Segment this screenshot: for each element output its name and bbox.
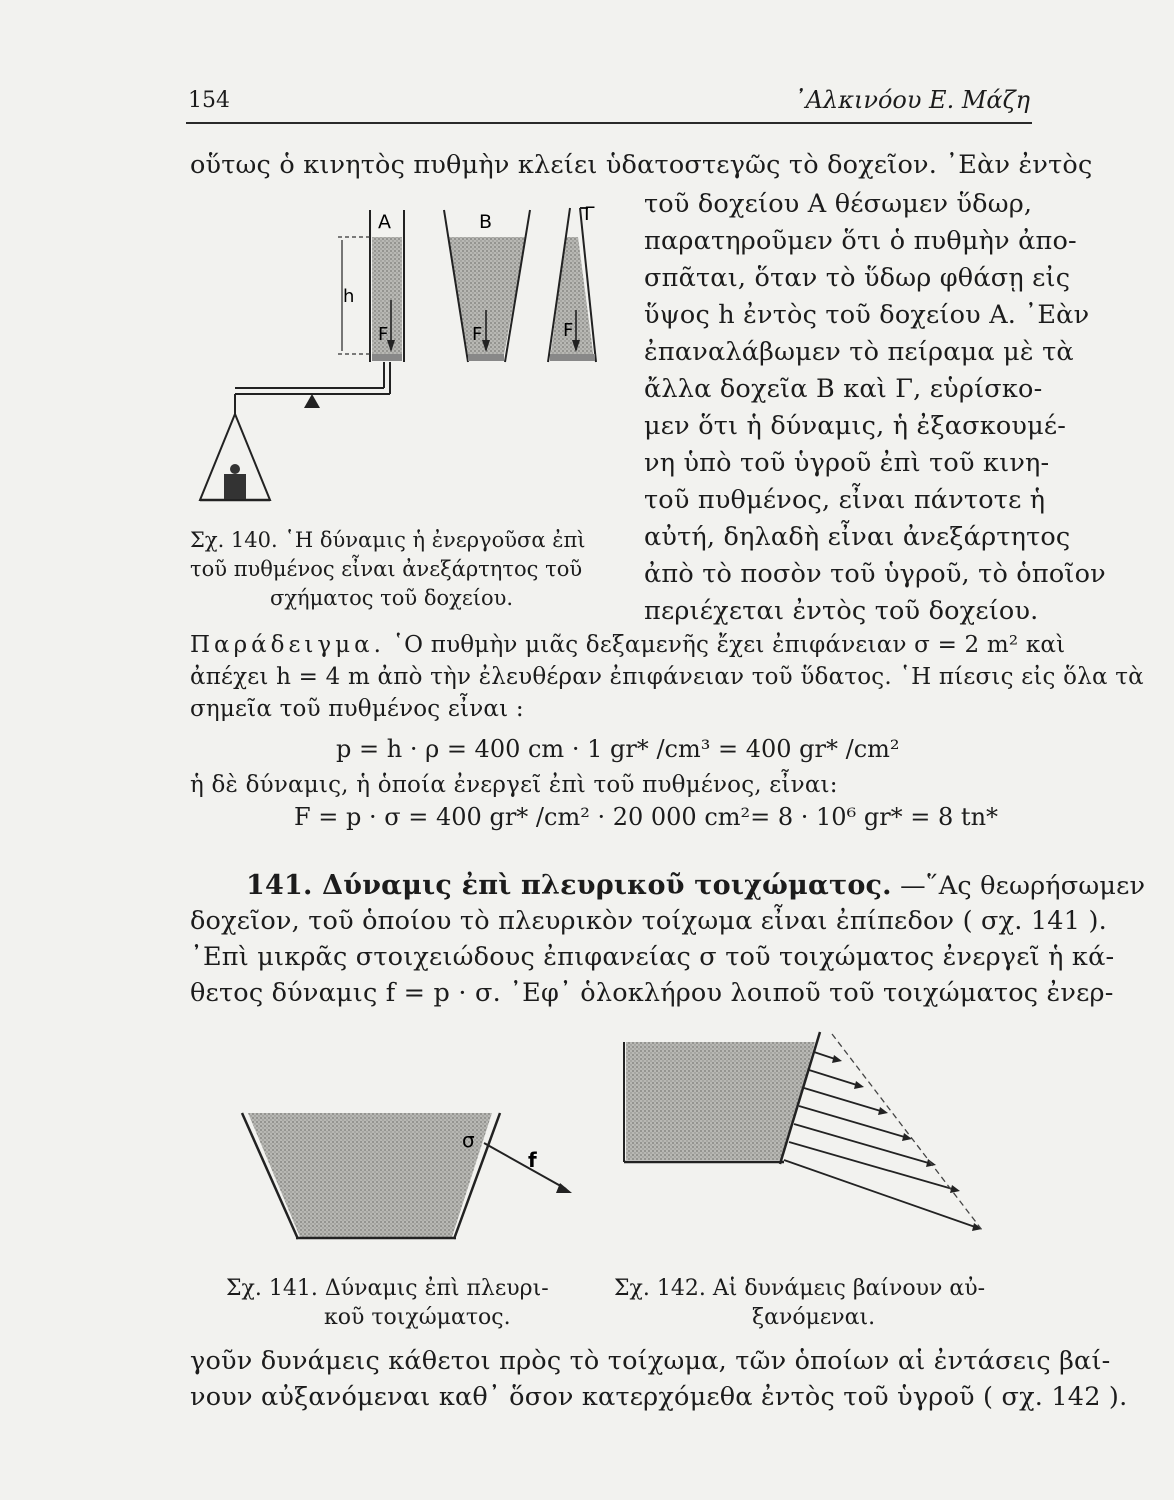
right-col-line: τοῦ πυθμένος, εἶναι πάντοτε ἡ	[644, 485, 1046, 515]
running-head: ᾿Αλκινόου Ε. Μάζη	[793, 86, 1030, 114]
vessel-g-label: Γ	[584, 203, 595, 225]
right-col-line: παρατηροῦμεν ὅτι ὁ πυθμὴν ἀπο-	[644, 226, 1077, 256]
right-col-line: αὐτή, δηλαδὴ εἶναι ἀνεξάρτητος	[644, 522, 1071, 552]
vessel-a-label: Α	[378, 211, 391, 233]
fig142-caption-line: ξανόμεναι.	[752, 1305, 876, 1330]
equation-force: F = p · σ = 400 gr* /cm² · 20 000 cm²= 8 · 10⁶ gr* = 8 tn*	[294, 803, 999, 831]
example-line-3: σημεῖα τοῦ πυθμένος εἶναι :	[190, 696, 524, 722]
section-141-line: θετος δύναμις f = p · σ. ᾿Εφ᾿ ὁλοκλήρου λοιποῦ τοῦ τοιχώματος ἐνερ-	[190, 978, 1114, 1008]
right-col-line: ἀπὸ τὸ ποσὸν τοῦ ὑγροῦ, τὸ ὁποῖον	[644, 559, 1106, 589]
closing-line: νουν αὐξανόμεναι καθ᾿ ὅσον κατερχόμεθα ἐντὸς τοῦ ὑγροῦ ( σχ. 142 ).	[190, 1382, 1128, 1412]
right-col-line: σπᾶται, ὅταν τὸ ὕδωρ φθάσῃ εἰς	[644, 263, 1071, 293]
closing-line: γοῦν δυνάμεις κάθετοι πρὸς τὸ τοίχωμα, τῶν ὁποίων αἱ ἐντάσεις βαί-	[190, 1346, 1111, 1376]
fig140-caption-line: τοῦ πυθμένος εἶναι ἀνεξάρτητος τοῦ	[190, 557, 583, 581]
fig142-caption-line: Σχ. 142. Αἱ δυνάμεις βαίνουν αὐ-	[614, 1276, 986, 1301]
force-label-b: F	[472, 324, 483, 345]
fig141-caption-line: Σχ. 141. Δύναμις ἐπὶ πλευρι-	[226, 1276, 549, 1301]
header-rule	[186, 122, 1032, 124]
example-line-1	[190, 632, 1066, 658]
right-col-line: περιέχεται ἐντὸς τοῦ δοχείου.	[644, 596, 1039, 626]
vessel-b-label: Β	[479, 211, 493, 233]
equation-pressure: p = h · ρ = 400 cm · 1 gr* /cm³ = 400 gr* /cm²	[336, 735, 900, 763]
right-col-line: νη ὑπὸ τοῦ ὑγροῦ ἐπὶ τοῦ κινη-	[644, 448, 1050, 478]
section-141-title-line	[246, 870, 1146, 901]
force-label-g: F	[563, 320, 574, 341]
fig141-caption-line: κοῦ τοιχώματος.	[324, 1305, 511, 1330]
right-col-line: ἄλλα δοχεῖα Β καὶ Γ, εὑρίσκο-	[644, 374, 1043, 404]
right-col-line: ὕψος h ἐντὸς τοῦ δοχείου Α. ᾿Εὰν	[644, 300, 1090, 330]
height-label: h	[343, 286, 355, 307]
fig140-caption-line: σχήματος τοῦ δοχείου.	[270, 586, 514, 610]
intro-line: οὕτως ὁ κινητὸς πυθμὴν κλείει ὑδατοστεγῶς τὸ δοχεῖον. ᾿Εὰν ἐντὸς	[190, 150, 1093, 180]
right-col-line: μεν ὅτι ἡ δύναμις, ἡ ἐξασκουμέ-	[644, 411, 1067, 441]
example-line-2: ἀπέχει h = 4 m ἀπὸ τὴν ἐλευθέραν ἐπιφάνειαν τοῦ ὕδατος. ῾Η πίεσις εἰς ὅλα τὰ	[190, 664, 1144, 690]
example-line-4: ἡ δὲ δύναμις, ἡ ὁποία ἐνεργεῖ ἐπὶ τοῦ πυθμένος, εἶναι:	[190, 772, 838, 798]
section-141-title-rest: —῞Ας θεωρήσωμεν	[900, 871, 1146, 901]
sigma-label: σ	[462, 1128, 475, 1152]
figure-140	[190, 190, 630, 520]
right-col-line: ἐπαναλάβωμεν τὸ πείραμα μὲ τὰ	[644, 337, 1074, 367]
page-number: 154	[188, 88, 230, 113]
section-141-line: δοχεῖον, τοῦ ὁποίου τὸ πλευρικὸν τοίχωμα εἶναι ἐπίπεδον ( σχ. 141 ).	[190, 906, 1107, 936]
force-f-label: f	[528, 1148, 537, 1172]
section-141-line: ᾿Επὶ μικρᾶς στοιχειώδους ἐπιφανείας σ τοῦ τοιχώματος ἐνεργεῖ ἡ κά-	[190, 942, 1115, 972]
example-label: Παράδειγμα.	[190, 632, 385, 658]
fig140-caption-line: Σχ. 140. ῾Η δύναμις ἡ ἐνεργοῦσα ἐπὶ	[190, 528, 586, 552]
figure-142	[620, 1030, 990, 1250]
figure-141	[240, 1105, 590, 1265]
right-col-line: τοῦ δοχείου Α θέσωμεν ὕδωρ,	[644, 189, 1033, 219]
section-141-heading: 141. Δύναμις ἐπὶ πλευρικοῦ τοιχώματος.	[246, 870, 892, 901]
force-label-a: F	[378, 324, 389, 345]
example-text: ῾Ο πυθμὴν μιᾶς δεξαμενῆς ἔχει ἐπιφάνειαν σ = 2 m² καὶ	[392, 632, 1066, 658]
